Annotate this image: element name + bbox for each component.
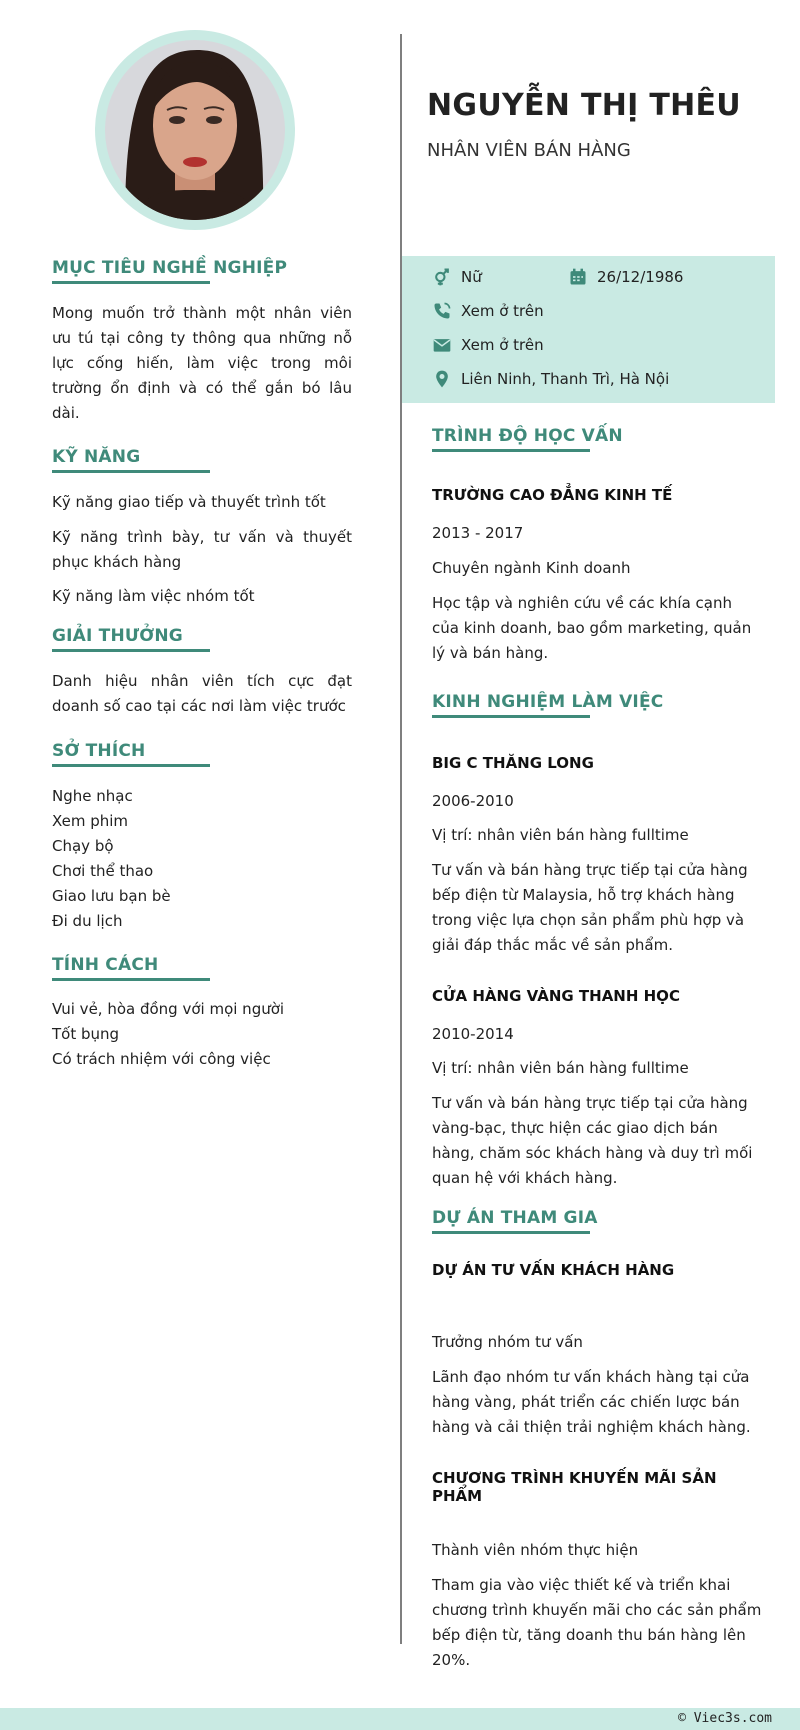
hobby-item: Chơi thể thao xyxy=(52,862,154,880)
contact-panel xyxy=(402,256,775,403)
phone-icon xyxy=(432,301,452,321)
skill-item: Kỹ năng giao tiếp và thuyết trình tốt xyxy=(52,493,326,511)
job-company: BIG C THĂNG LONG xyxy=(432,754,594,772)
hobbies-heading: SỞ THÍCH xyxy=(52,741,352,767)
objective-heading: MỤC TIÊU NGHỀ NGHIỆP xyxy=(52,258,352,284)
hobby-item: Đi du lịch xyxy=(52,912,123,930)
address-row xyxy=(432,369,669,389)
skill-item: Kỹ năng trình bày, tư vấn và thuyết phục khách hàng xyxy=(52,528,352,571)
skills-heading: KỸ NĂNG xyxy=(52,447,352,473)
job-desc: Tư vấn và bán hàng trực tiếp tại cửa hàng bếp điện từ Malaysia, hỗ trợ khách hàng trong việc lựa chọn sản phẩm phù hợp và giải đáp thắc mắc về sản phẩm. xyxy=(432,861,748,954)
skill-item: Kỹ năng làm việc nhóm tốt xyxy=(52,587,255,605)
project-role: Trưởng nhóm tư vấn xyxy=(432,1333,583,1351)
trait-list xyxy=(52,997,352,1072)
education-desc: Học tập và nghiên cứu về các khía cạnh của kinh doanh, bao gồm marketing, quản lý và bán hàng. xyxy=(432,594,752,662)
calendar-icon xyxy=(568,267,588,287)
job-years: 2006-2010 xyxy=(432,792,514,810)
job-position: Vị trí: nhân viên bán hàng fulltime xyxy=(432,1059,689,1077)
job-position: Vị trí: nhân viên bán hàng fulltime xyxy=(432,826,689,844)
project-desc: Lãnh đạo nhóm tư vấn khách hàng tại cửa hàng vàng, phát triển các chiến lược bán hàng và cải thiện trải nghiệm khách hàng. xyxy=(432,1368,751,1436)
job-years: 2010-2014 xyxy=(432,1025,514,1043)
hobby-item: Nghe nhạc xyxy=(52,787,133,805)
project-name: DỰ ÁN TƯ VẤN KHÁCH HÀNG xyxy=(432,1261,675,1279)
gender-icon xyxy=(432,267,452,287)
award-text: Danh hiệu nhân viên tích cực đạt doanh số cao tại các nơi làm việc trước xyxy=(52,672,352,715)
job-company: CỬA HÀNG VÀNG THANH HỌC xyxy=(432,987,680,1005)
gender-row xyxy=(432,267,482,287)
email-row xyxy=(432,335,544,355)
envelope-icon xyxy=(432,335,452,355)
avatar-frame xyxy=(95,30,295,230)
education-years: 2013 - 2017 xyxy=(432,524,524,542)
project-role: Thành viên nhóm thực hiện xyxy=(432,1541,639,1559)
location-pin-icon xyxy=(432,369,452,389)
traits-heading: TÍNH CÁCH xyxy=(52,955,352,981)
trait-item: Có trách nhiệm với công việc xyxy=(52,1050,271,1068)
hobby-list xyxy=(52,784,352,934)
school-name: TRƯỜNG CAO ĐẲNG KINH TẾ xyxy=(432,486,673,504)
email-value: Xem ở trên xyxy=(461,336,544,354)
footer-credit: © Viec3s.com xyxy=(678,1711,772,1726)
project-name: CHƯƠNG TRÌNH KHUYẾN MÃI SẢN PHẨM xyxy=(432,1469,717,1505)
gender-value: Nữ xyxy=(461,268,482,286)
job-desc: Tư vấn và bán hàng trực tiếp tại cửa hàng vàng-bạc, thực hiện các giao dịch bán hàng, chăm sóc khách hàng và duy trì mối quan hệ với khách hàng. xyxy=(432,1094,753,1187)
hobby-item: Chạy bộ xyxy=(52,837,114,855)
hobby-item: Xem phim xyxy=(52,812,129,830)
objective-text: Mong muốn trở thành một nhân viên ưu tú tại công ty thông qua những nỗ lực cống hiến, làm việc trong môi trường ổn định và có thể gắn bó lâu dài. xyxy=(52,304,352,422)
profile-photo xyxy=(105,40,285,220)
phone-value: Xem ở trên xyxy=(461,302,544,320)
projects-heading: DỰ ÁN THAM GIA xyxy=(432,1208,762,1234)
trait-item: Vui vẻ, hòa đồng với mọi người xyxy=(52,1000,285,1018)
education-major: Chuyên ngành Kinh doanh xyxy=(432,559,631,577)
project-desc: Tham gia vào việc thiết kế và triển khai chương trình khuyến mãi cho các sản phẩm bếp điện từ, tăng doanh thu bán hàng lên 20%. xyxy=(432,1576,762,1669)
candidate-name: NGUYỄN THỊ THÊU xyxy=(427,88,741,123)
address-value: Liên Ninh, Thanh Trì, Hà Nội xyxy=(461,370,670,388)
hobby-item: Giao lưu bạn bè xyxy=(52,887,171,905)
education-heading: TRÌNH ĐỘ HỌC VẤN xyxy=(432,426,762,452)
birthdate-row xyxy=(568,267,683,287)
awards-heading: GIẢI THƯỞNG xyxy=(52,626,352,652)
footer-bar xyxy=(0,1708,800,1730)
avatar xyxy=(105,40,285,220)
birthdate-value: 26/12/1986 xyxy=(597,268,684,286)
trait-item: Tốt bụng xyxy=(52,1025,120,1043)
job-title: NHÂN VIÊN BÁN HÀNG xyxy=(427,140,631,161)
phone-row xyxy=(432,301,544,321)
experience-heading: KINH NGHIỆM LÀM VIỆC xyxy=(432,692,762,718)
